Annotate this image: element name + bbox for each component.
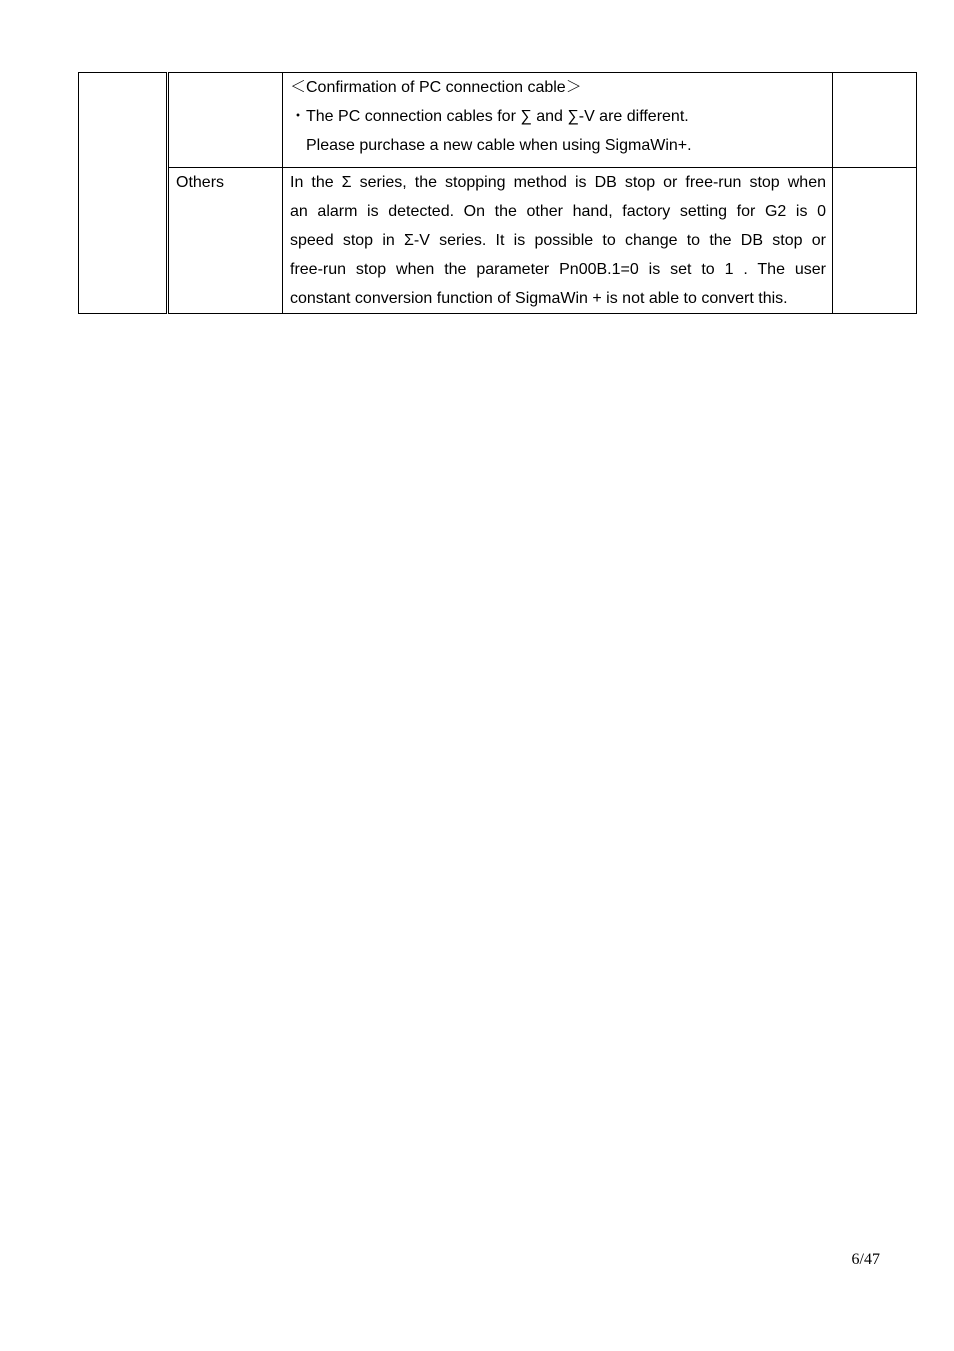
cable-bullet: ・The PC connection cables for ∑ and ∑-V are different. [290,108,689,125]
table-cell-remarks [833,168,917,314]
table-row [79,168,917,314]
table-cell-label [168,73,283,168]
page-number: 6/47 [851,1251,880,1268]
table-cell-content [283,168,833,314]
table-cell-blank [79,73,168,314]
others-text-line: an alarm is detected. On the other hand, factory setting for G2 is 0 [290,203,826,220]
table-cell-label [168,168,283,314]
others-text-line: constant conversion function of SigmaWin + is not able to convert this. [290,290,788,307]
table-cell-remarks [833,73,917,168]
cable-heading: ＜Confirmation of PC connection cable＞ [290,79,582,96]
others-text-line: In the Σ series, the stopping method is DB stop or free-run stop when [290,174,826,191]
others-text-line: speed stop in Σ-V series. It is possible to change to the DB stop or [290,232,826,249]
table-row [79,73,917,168]
cable-bullet-continuation: Please purchase a new cable when using SigmaWin+. [306,137,692,154]
others-label: Others [176,174,225,191]
table-cell-content [283,73,833,168]
others-text-line: free-run stop when the parameter Pn00B.1=0 is set to 1 . The user [290,261,826,278]
spec-table [78,72,917,314]
